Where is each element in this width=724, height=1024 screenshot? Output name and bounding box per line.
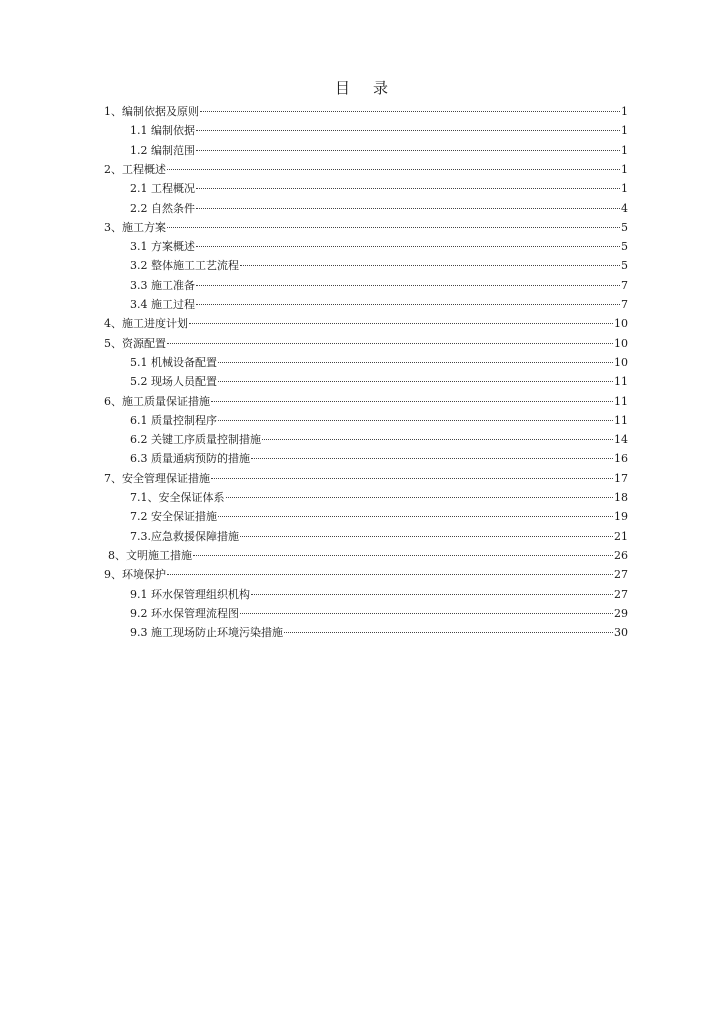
toc-dot-leader — [240, 613, 613, 614]
toc-entry-page-number: 1 — [621, 105, 628, 118]
toc-entry[interactable] — [130, 122, 628, 140]
toc-dot-leader — [226, 497, 614, 498]
toc-title-char-1: 目 — [334, 79, 351, 97]
toc-entry[interactable] — [130, 257, 628, 275]
toc-entry-label: 1.2 编制范围 — [130, 143, 195, 157]
toc-entry[interactable] — [130, 624, 628, 642]
toc-entry-label: 9.3 施工现场防止环境污染措施 — [130, 626, 283, 640]
toc-entry[interactable] — [130, 586, 628, 604]
toc-entry-label: 6.1 质量控制程序 — [130, 413, 217, 427]
toc-entry-label: 7、安全管理保证措施 — [104, 471, 210, 485]
toc-dot-leader — [218, 381, 613, 382]
toc-entry[interactable] — [130, 354, 628, 372]
toc-entry-page-number: 5 — [621, 240, 628, 254]
toc-entry[interactable] — [130, 238, 628, 256]
toc-entry[interactable] — [130, 605, 628, 623]
toc-entry-label: 3.4 施工过程 — [130, 298, 195, 311]
toc-entry-page-number: 1 — [621, 162, 628, 176]
toc-entry[interactable] — [130, 489, 628, 507]
toc-entry[interactable] — [130, 200, 628, 218]
toc-entry-page-number: 17 — [614, 471, 628, 485]
toc-entry[interactable] — [130, 373, 628, 391]
toc-entry[interactable] — [104, 566, 628, 584]
toc-entry-label: 1、编制依据及原则 — [104, 105, 199, 118]
toc-entry-label: 6、施工质量保证措施 — [104, 394, 210, 408]
toc-entry[interactable] — [130, 142, 628, 160]
toc-entry-page-number: 27 — [614, 587, 628, 601]
toc-entry-label: 7.1、安全保证体系 — [130, 491, 225, 504]
toc-title — [0, 77, 724, 98]
toc-entry[interactable] — [104, 161, 628, 179]
toc-entry-page-number: 1 — [621, 143, 628, 157]
toc-entry-label: 2、工程概述 — [104, 162, 166, 176]
toc-dot-leader — [218, 420, 613, 421]
toc-entry-page-number: 7 — [621, 278, 628, 292]
toc-dot-leader — [200, 111, 620, 112]
toc-entry[interactable] — [104, 315, 628, 333]
toc-entry-page-number: 11 — [614, 375, 628, 389]
toc-entry-label: 8、文明施工措施 — [108, 548, 192, 562]
toc-entry[interactable] — [130, 180, 628, 198]
toc-entry-label: 3.2 整体施工工艺流程 — [130, 259, 239, 273]
toc-entry-page-number: 1 — [621, 182, 628, 196]
toc-entry-page-number: 27 — [614, 568, 628, 582]
toc-entry-page-number: 18 — [614, 491, 628, 504]
toc-entry[interactable] — [104, 103, 628, 121]
toc-dot-leader — [251, 458, 613, 459]
toc-entry-page-number: 1 — [621, 124, 628, 138]
toc-dot-leader — [262, 439, 613, 440]
toc-dot-leader — [193, 555, 613, 556]
toc-entry-label: 7.2 安全保证措施 — [130, 510, 217, 524]
toc-dot-leader — [251, 594, 613, 595]
toc-entry-page-number: 14 — [614, 433, 628, 447]
toc-dot-leader — [211, 478, 613, 479]
toc-entry-page-number: 7 — [621, 298, 628, 311]
toc-dot-leader — [167, 574, 613, 575]
toc-entry[interactable] — [104, 219, 628, 237]
toc-entry-label: 9.2 环水保管理流程图 — [130, 606, 239, 620]
toc-entry-page-number: 29 — [614, 606, 628, 620]
toc-entry[interactable] — [104, 393, 628, 411]
toc-entry-page-number: 30 — [614, 626, 628, 640]
toc-dot-leader — [284, 632, 613, 633]
toc-dot-leader — [196, 285, 620, 286]
toc-dot-leader — [218, 516, 613, 517]
toc-title-char-2: 录 — [373, 79, 390, 97]
toc-entry-page-number: 11 — [614, 413, 628, 427]
toc-entry[interactable] — [130, 508, 628, 526]
toc-entry-page-number: 5 — [621, 259, 628, 273]
toc-entry-page-number: 10 — [614, 336, 628, 350]
toc-entry-page-number: 5 — [621, 220, 628, 234]
toc-dot-leader — [167, 169, 620, 170]
toc-entry-label: 7.3.应急救援保障措施 — [130, 529, 239, 543]
toc-dot-leader — [196, 246, 620, 247]
toc-entry-page-number: 16 — [614, 452, 628, 466]
toc-entry-label: 6.3 质量通病预防的措施 — [130, 452, 250, 466]
toc-entry-label: 1.1 编制依据 — [130, 124, 195, 138]
toc-entry-label: 6.2 关键工序质量控制措施 — [130, 433, 261, 447]
toc-dot-leader — [196, 304, 620, 305]
toc-entry[interactable] — [130, 412, 628, 430]
toc-dot-leader — [167, 227, 620, 228]
toc-entry-page-number: 21 — [614, 529, 628, 543]
toc-entry[interactable] — [130, 296, 628, 314]
toc-entry-label: 3.3 施工准备 — [130, 278, 195, 292]
toc-entry[interactable] — [130, 431, 628, 449]
toc-entry-label: 3、施工方案 — [104, 220, 166, 234]
toc-dot-leader — [189, 323, 613, 324]
toc-entry-label: 5.1 机械设备配置 — [130, 355, 217, 369]
toc-entry-label: 2.1 工程概况 — [130, 182, 195, 196]
toc-entry[interactable] — [104, 470, 628, 488]
toc-entry-page-number: 19 — [614, 510, 628, 524]
toc-entry[interactable] — [130, 450, 628, 468]
toc-dot-leader — [211, 401, 613, 402]
toc-dot-leader — [196, 130, 620, 131]
toc-dot-leader — [167, 343, 613, 344]
toc-entry-label: 5、资源配置 — [104, 336, 166, 350]
toc-entry-page-number: 11 — [614, 394, 628, 408]
toc-entry[interactable] — [108, 547, 628, 565]
toc-entry[interactable] — [130, 528, 628, 546]
toc-dot-leader — [218, 362, 613, 363]
toc-dot-leader — [196, 188, 620, 189]
toc-entry-label: 4、施工进度计划 — [104, 317, 188, 331]
toc-entry[interactable] — [130, 277, 628, 295]
toc-entry-label: 9、环境保护 — [104, 568, 166, 582]
toc-entry-label: 9.1 环水保管理组织机构 — [130, 587, 250, 601]
toc-entry[interactable] — [104, 335, 628, 353]
toc-entry-page-number: 10 — [614, 317, 628, 331]
toc-entry-page-number: 4 — [621, 201, 628, 215]
toc-entry-page-number: 10 — [614, 355, 628, 369]
toc-entry-label: 2.2 自然条件 — [130, 201, 195, 215]
toc-dot-leader — [196, 150, 620, 151]
toc-entry-label: 5.2 现场人员配置 — [130, 375, 217, 389]
toc-entry-page-number: 26 — [614, 548, 628, 562]
toc-dot-leader — [240, 265, 620, 266]
toc-dot-leader — [196, 208, 620, 209]
toc-dot-leader — [240, 536, 613, 537]
toc-entry-label: 3.1 方案概述 — [130, 240, 195, 254]
